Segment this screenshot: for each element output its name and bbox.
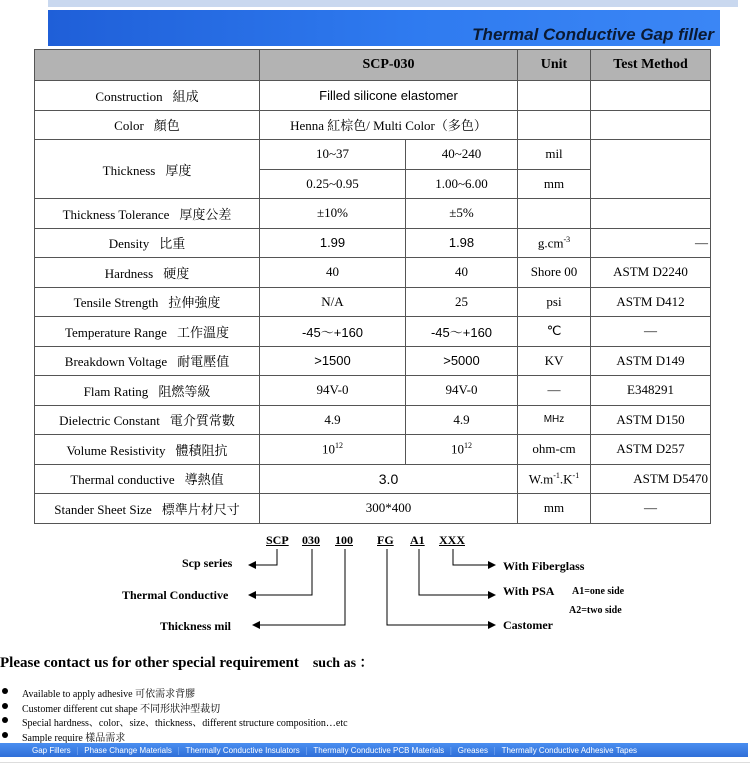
top-strip	[48, 0, 738, 7]
bottom-divider	[0, 762, 750, 763]
table-row	[35, 287, 711, 317]
row-label: Thickness Tolerance 厚度公差	[35, 199, 260, 229]
label-thermal-conductive: Thermal Conductive	[122, 588, 229, 602]
row-value-b: 1.00~6.00	[406, 169, 518, 199]
requirement-list	[0, 685, 348, 743]
row-value-b: >5000	[406, 346, 518, 376]
footer-nav	[0, 743, 748, 757]
footer-link-gap-fillers[interactable]: Gap Fillers	[32, 745, 71, 755]
row-method: ASTM D257	[591, 435, 711, 465]
row-unit: ℃	[518, 317, 591, 347]
row-unit: psi	[518, 287, 591, 317]
header-unit: Unit	[518, 50, 591, 81]
row-value: 3.0	[260, 464, 518, 494]
row-label: Density 比重	[35, 228, 260, 258]
banner-title: Thermal Conductive Gap filler	[472, 25, 714, 44]
list-item: Sample require 樣品需求	[0, 729, 348, 744]
row-value-a: 0.25~0.95	[260, 169, 406, 199]
table-row	[35, 81, 711, 111]
row-unit: KV	[518, 346, 591, 376]
arrow-thickness	[253, 549, 345, 625]
arrow-thermal	[249, 549, 312, 595]
row-method	[591, 110, 711, 140]
row-value-b: -45～+160	[406, 317, 518, 347]
row-method: ASTM D412	[591, 287, 711, 317]
row-value-a: -45～+160	[260, 317, 406, 347]
list-item: Available to apply adhesive 可依需求背膠	[0, 685, 348, 700]
row-value-a: 10~37	[260, 140, 406, 170]
row-label: Volume Resistivity 體積阻抗	[35, 435, 260, 465]
row-method: —	[591, 228, 711, 258]
footer-link-pcb[interactable]: Thermally Conductive PCB Materials	[313, 745, 445, 755]
row-method: ASTM D2240	[591, 258, 711, 288]
row-value-a: 4.9	[260, 405, 406, 435]
row-unit: —	[518, 376, 591, 406]
footer-separator: |	[305, 745, 308, 755]
row-unit: Shore 00	[518, 258, 591, 288]
arrow-customer	[387, 549, 495, 625]
label-customer: Castomer	[503, 618, 553, 632]
row-method	[591, 199, 711, 229]
footer-link-insulators[interactable]: Thermally Conductive Insulators	[185, 745, 300, 755]
table-row	[35, 258, 711, 288]
row-method: ASTM D5470	[591, 464, 711, 494]
row-unit: $W.m^{-1}.K^{-1}$	[518, 464, 591, 494]
row-unit	[518, 110, 591, 140]
table-row	[35, 435, 711, 465]
row-method: ASTM D150	[591, 405, 711, 435]
table-row	[35, 494, 711, 524]
row-value-a: 94V-0	[260, 376, 406, 406]
row-label: Thickness 厚度	[35, 140, 260, 199]
list-item: Customer different cut shape 不同形狀沖型裁切	[0, 700, 348, 715]
row-label: Stander Sheet Size 標準片材尺寸	[35, 494, 260, 524]
row-unit: mm	[518, 169, 591, 199]
row-method	[591, 140, 711, 199]
label-a1: A1=one side	[572, 586, 625, 597]
arrow-series	[249, 549, 277, 565]
code-030: 030	[302, 533, 320, 547]
row-label: Color 顏色	[35, 110, 260, 140]
row-label: Temperature Range 工作溫度	[35, 317, 260, 347]
row-unit: mil	[518, 140, 591, 170]
header-method: Test Method	[591, 50, 711, 81]
row-value-a: 1.99	[260, 228, 406, 258]
row-label: Construction 組成	[35, 81, 260, 111]
spec-table	[34, 49, 711, 524]
row-value-b: 25	[406, 287, 518, 317]
row-unit: mm	[518, 494, 591, 524]
row-value-a: ±10%	[260, 199, 406, 229]
label-psa: With PSA	[503, 584, 555, 598]
row-value-b: ±5%	[406, 199, 518, 229]
arrow-fiberglass	[453, 549, 495, 565]
table-row	[35, 140, 711, 170]
table-row	[35, 346, 711, 376]
label-a2: A2=two side	[569, 605, 622, 616]
table-row	[35, 464, 711, 494]
footer-separator: |	[76, 745, 79, 755]
row-method	[591, 81, 711, 111]
table-row	[35, 110, 711, 140]
footer-separator: |	[177, 745, 180, 755]
row-unit	[518, 199, 591, 229]
part-number-diagram	[0, 525, 750, 645]
row-method: ASTM D149	[591, 346, 711, 376]
footer-link-adhesive-tapes[interactable]: Thermally Conductive Adhesive Tapes	[501, 745, 638, 755]
row-method: E348291	[591, 376, 711, 406]
header-product: SCP-030	[260, 50, 518, 81]
row-value: Henna 紅棕色/ Multi Color（多色）	[260, 110, 518, 140]
diagram-lines	[0, 525, 750, 645]
table-row	[35, 376, 711, 406]
row-label: Thermal conductive 導熱值	[35, 464, 260, 494]
row-value-a: >1500	[260, 346, 406, 376]
label-thickness-mil: Thickness mil	[160, 619, 232, 633]
row-label: Flam Rating 阻燃等級	[35, 376, 260, 406]
table-row	[35, 228, 711, 258]
row-value-b: 40	[406, 258, 518, 288]
row-value-b: 1.98	[406, 228, 518, 258]
row-label: Hardness 硬度	[35, 258, 260, 288]
table-row	[35, 199, 711, 229]
row-value-b: 94V-0	[406, 376, 518, 406]
list-item: Special hardness、color、size、thickness、different structure composition…etc	[0, 714, 348, 729]
label-scp-series: Scp series	[182, 556, 233, 570]
title-banner	[48, 10, 720, 46]
row-label: Breakdown Voltage 耐電壓值	[35, 346, 260, 376]
row-value: 300*400	[260, 494, 518, 524]
label-fiberglass: With Fiberglass	[503, 559, 585, 573]
row-value-b: $10^{12}$	[406, 435, 518, 465]
footer-separator: |	[450, 745, 452, 755]
contact-heading: Please contact us for other special requirement such as ：	[0, 655, 374, 671]
footer-link-phase-change[interactable]: Phase Change Materials	[84, 745, 172, 755]
arrow-psa	[419, 549, 495, 595]
row-value: Filled silicone elastomer	[260, 81, 518, 111]
table-header-row	[35, 50, 711, 81]
row-value-a: N/A	[260, 287, 406, 317]
row-label: Dielectric Constant 電介質常數	[35, 405, 260, 435]
row-method: —	[591, 317, 711, 347]
code-xxx: XXX	[439, 533, 465, 547]
row-unit: ohm-cm	[518, 435, 591, 465]
row-unit: $g.cm^{-3}$	[518, 228, 591, 258]
row-value-b: 4.9	[406, 405, 518, 435]
header-blank	[35, 50, 260, 81]
row-value-a: 40	[260, 258, 406, 288]
row-label: Tensile Strength 拉伸強度	[35, 287, 260, 317]
row-value-a: $10^{12}$	[260, 435, 406, 465]
code-100: 100	[335, 533, 353, 547]
table-row	[35, 405, 711, 435]
table-row	[35, 317, 711, 347]
row-method: —	[591, 494, 711, 524]
footer-link-greases[interactable]: Greases	[457, 745, 488, 755]
code-fg: FG	[377, 533, 394, 547]
row-value-b: 40~240	[406, 140, 518, 170]
code-a1: A1	[410, 533, 425, 547]
footer-separator: |	[493, 745, 496, 755]
row-unit: MHz	[518, 405, 591, 435]
row-unit	[518, 81, 591, 111]
code-scp: SCP	[266, 533, 289, 547]
